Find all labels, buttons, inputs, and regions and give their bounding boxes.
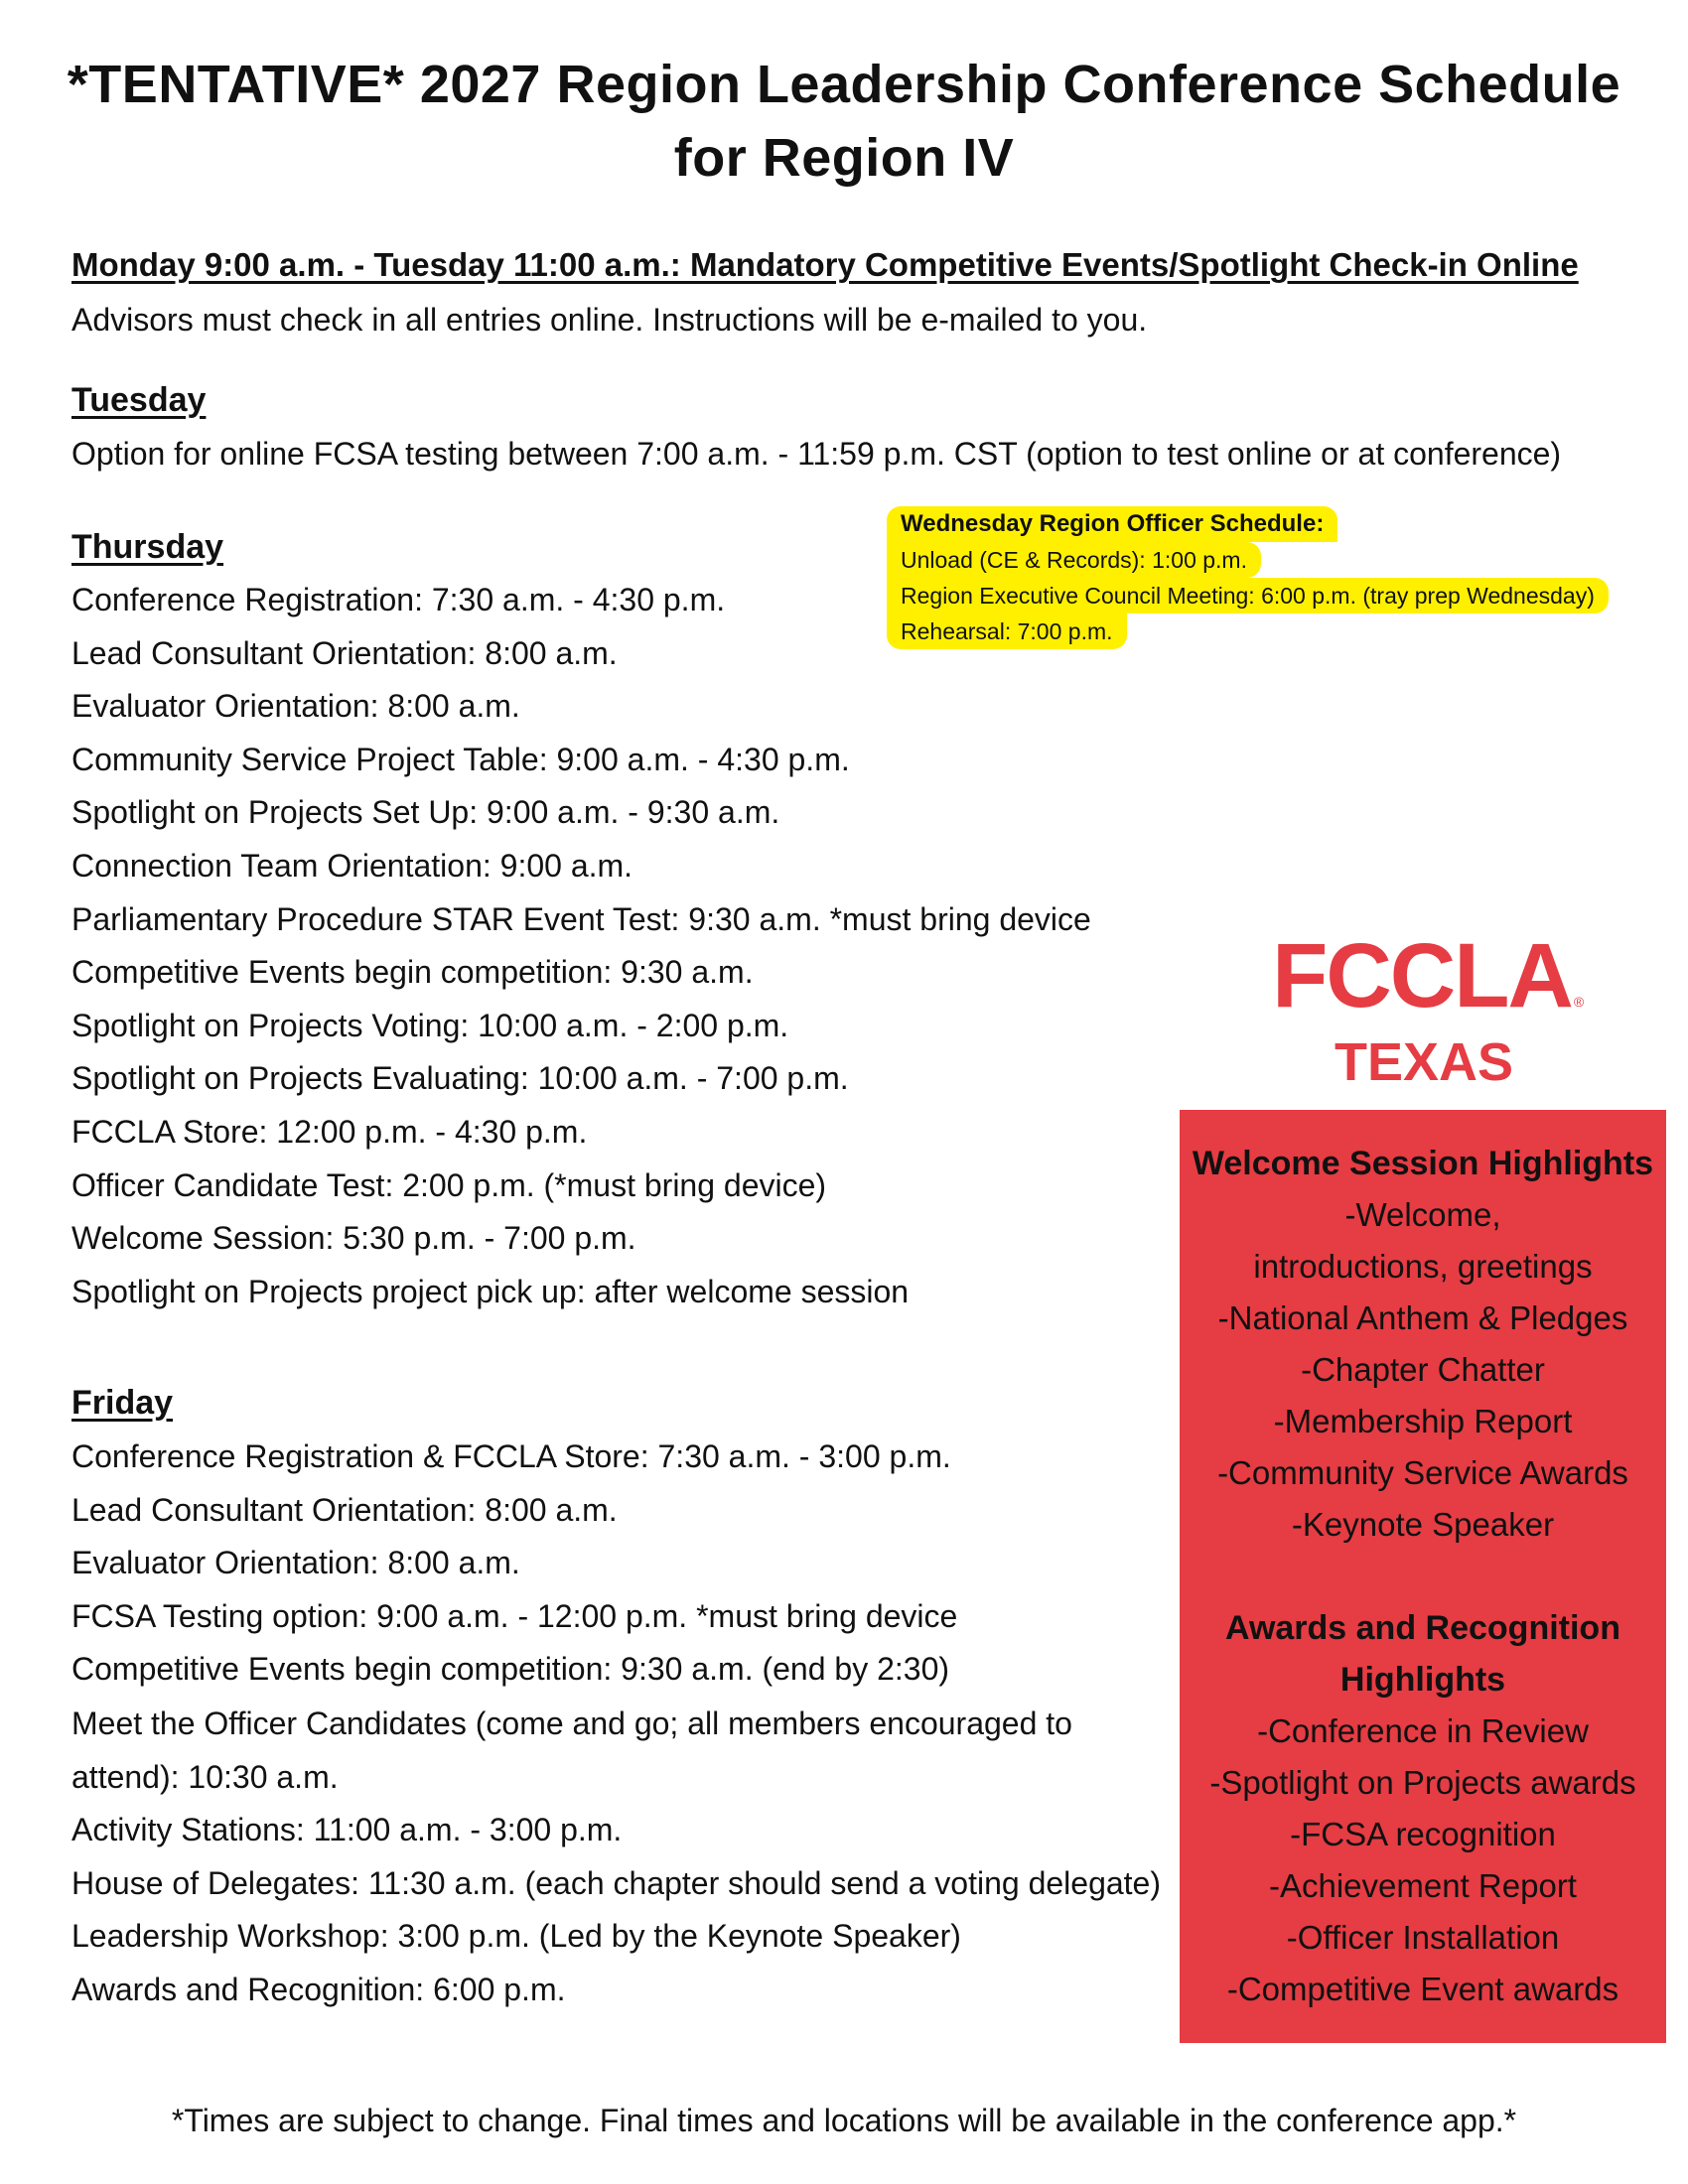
tuesday-heading: Tuesday [71, 381, 207, 419]
page-title [60, 48, 1628, 195]
footer-note: *Times are subject to change. Final times and locations will be available in the conference app.* [171, 2103, 1517, 2138]
highlight-item: -Welcome, introductions, greetings [1253, 1196, 1593, 1285]
logo-wordmark: FCCLA [1272, 925, 1572, 1026]
list-item: Spotlight on Projects Set Up: 9:00 a.m. - 9:30 a.m. [71, 794, 780, 831]
list-item: Conference Registration: 7:30 a.m. - 4:30 p.m. [71, 582, 726, 617]
list-item: FCSA Testing option: 9:00 a.m. - 12:00 p.m. *must bring device [71, 1597, 958, 1634]
highlight-item: -Spotlight on Projects awards [1209, 1764, 1636, 1801]
checkin-heading: Monday 9:00 a.m. - Tuesday 11:00 a.m.: Mandatory Competitive Events/Spotlight Check-in Online [71, 246, 1579, 283]
highlight-item: -Keynote Speaker [1291, 1506, 1555, 1543]
list-item: Welcome Session: 5:30 p.m. - 7:00 p.m. [71, 1220, 636, 1257]
checkin-text: Advisors must check in all entries online. Instructions will be e-mailed to you. [71, 302, 1148, 338]
list-item: Lead Consultant Orientation: 8:00 a.m. [71, 634, 618, 671]
list-item: Spotlight on Projects Voting: 10:00 a.m. - 2:00 p.m. [71, 1007, 789, 1043]
highlight-item: -FCSA recognition [1290, 1816, 1556, 1852]
fccla-texas-logo [1253, 911, 1591, 1100]
highlight-item: -Conference in Review [1257, 1712, 1589, 1749]
list-item: FCCLA Store: 12:00 p.m. - 4:30 p.m. [71, 1113, 588, 1150]
title-line-2: for Region IV [673, 128, 1015, 188]
list-item: Conference Registration & FCCLA Store: 7:30 a.m. - 3:00 p.m. [71, 1438, 951, 1474]
list-item: Evaluator Orientation: 8:00 a.m. [71, 688, 520, 725]
highlight-item: -Officer Installation [1286, 1919, 1560, 1956]
welcome-highlights-heading: Welcome Session Highlights [1192, 1145, 1654, 1182]
title-line-1: *TENTATIVE* 2027 Region Leadership Conference Schedule [67, 55, 1621, 114]
highlight-item: -Competitive Event awards [1226, 1971, 1619, 2007]
list-item: Spotlight on Projects project pick up: after welcome session [71, 1273, 910, 1309]
list-item: Activity Stations: 11:00 a.m. - 3:00 p.m. [71, 1811, 623, 1847]
list-item: Officer Candidate Test: 2:00 p.m. (*must bring device) [71, 1166, 827, 1203]
fccla-logo-mark [1253, 911, 1591, 1100]
list-item: Meet the Officer Candidates (come and go; all members encouraged to attend): 10:30 a.m. [71, 1705, 1072, 1795]
list-item: Awards and Recognition: 6:00 p.m. [71, 1971, 566, 2007]
list-item: Evaluator Orientation: 8:00 a.m. [71, 1545, 520, 1581]
highlight-item: -Membership Report [1273, 1403, 1573, 1439]
friday-list [71, 1431, 1164, 2016]
highlight-item: -Achievement Report [1269, 1867, 1577, 1904]
highlights-panel [1180, 1110, 1666, 2043]
friday-heading: Friday [71, 1384, 174, 1422]
officer-schedule-heading: Wednesday Region Officer Schedule: [887, 506, 1337, 542]
thursday-heading: Thursday [71, 528, 224, 566]
list-item: House of Delegates: 11:30 a.m. (each chapter should send a voting delegate) [71, 1864, 1161, 1901]
list-item: Community Service Project Table: 9:00 a.m. - 4:30 p.m. [71, 741, 850, 777]
list-item: Leadership Workshop: 3:00 p.m. (Led by the Keynote Speaker) [71, 1918, 961, 1955]
awards-highlights-heading: Awards and Recognition Highlights [1225, 1609, 1620, 1699]
officer-schedule-item: Unload (CE & Records): 1:00 p.m. [887, 542, 1261, 578]
highlight-item: -National Anthem & Pledges [1217, 1299, 1628, 1336]
list-item: Lead Consultant Orientation: 8:00 a.m. [71, 1491, 618, 1528]
list-item: Spotlight on Projects Evaluating: 10:00 a.m. - 7:00 p.m. [71, 1060, 849, 1097]
thursday-list [71, 574, 1091, 1318]
list-item: Competitive Events begin competition: 9:30 a.m. (end by 2:30) [71, 1651, 950, 1688]
highlight-item: -Chapter Chatter [1301, 1351, 1545, 1388]
list-item: Competitive Events begin competition: 9:30 a.m. [71, 954, 754, 991]
logo-registered-mark: ® [1573, 994, 1585, 1010]
list-item: Connection Team Orientation: 9:00 a.m. [71, 847, 633, 884]
officer-schedule-item: Rehearsal: 7:00 p.m. [887, 614, 1127, 649]
logo-state: TEXAS [1334, 1032, 1514, 1092]
officer-schedule-item: Region Executive Council Meeting: 6:00 p.m. (tray prep Wednesday) [887, 578, 1609, 614]
tuesday-text: Option for online FCSA testing between 7:00 a.m. - 11:59 p.m. CST (option to test online or at conference) [71, 436, 1562, 472]
list-item: Parliamentary Procedure STAR Event Test: 9:30 a.m. *must bring device [71, 900, 1091, 937]
highlight-item: -Community Service Awards [1217, 1454, 1628, 1491]
